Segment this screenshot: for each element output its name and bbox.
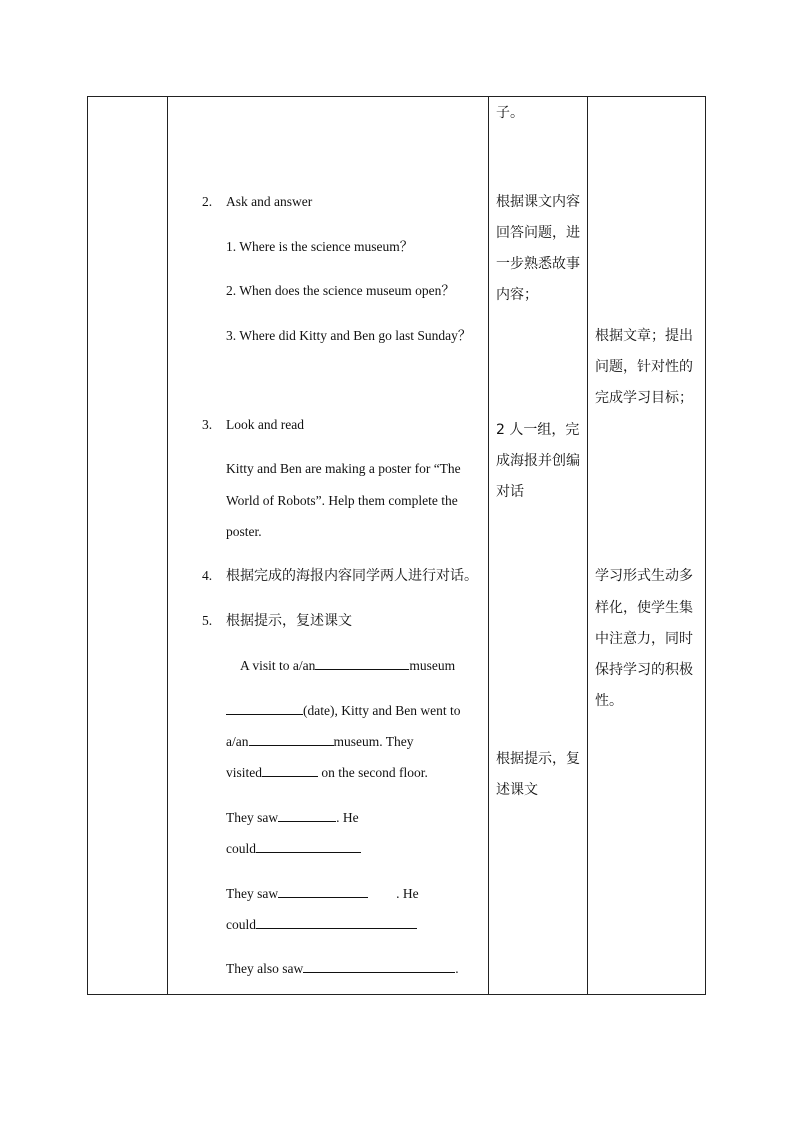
step-5-title: 根据提示，复述课文 — [226, 613, 352, 629]
column-divider-1 — [167, 97, 168, 994]
retell-text: They also saw — [226, 961, 304, 976]
col4-form-note-line: 中注意力，同时 — [595, 631, 693, 647]
col3-top-fragment: 子。 — [496, 105, 524, 121]
retell-text: . He — [336, 810, 359, 825]
fill-blank[interactable] — [226, 702, 303, 715]
step-3-text-line: poster. — [226, 524, 262, 539]
step-4-number: 4. — [202, 568, 213, 583]
col3-ask-note-line: 回答问题，进 — [496, 225, 580, 241]
fill-blank[interactable] — [315, 657, 409, 670]
col3-ask-note-line: 根据课文内容 — [496, 194, 580, 210]
col4-form-note-line: 性。 — [595, 693, 623, 709]
retell-text: . He — [396, 886, 419, 901]
col3-pair-note-line: 对话 — [496, 484, 524, 500]
col4-form-note-line: 学习形式生动多 — [595, 568, 693, 584]
fill-blank[interactable] — [262, 764, 318, 777]
step-2-title: Ask and answer — [226, 194, 313, 209]
col3-retell-note-line: 根据提示，复 — [496, 751, 580, 767]
col4-form-note-line: 样化，使学生集 — [595, 600, 693, 616]
retell-line-1 — [240, 657, 455, 674]
question-1: 1. Where is the science museum？ — [226, 239, 414, 254]
retell-text: a/an — [226, 734, 249, 749]
retell-line-5 — [226, 809, 359, 826]
lesson-table — [87, 96, 706, 995]
col4-goal-note-line: 问题，针对性的 — [595, 359, 693, 375]
col3-pair-note-line: 2 人一组，完 — [496, 422, 580, 438]
col3-ask-note-line: 一步熟悉故事 — [496, 256, 580, 272]
fill-blank[interactable] — [256, 840, 361, 853]
step-3-text-line: Kitty and Ben are making a poster for “The — [226, 461, 461, 476]
col4-goal-note-line: 根据文章；提出 — [595, 328, 693, 344]
fill-blank[interactable] — [249, 733, 334, 746]
retell-text: They saw — [226, 886, 279, 901]
retell-text: (date), Kitty and Ben went to — [303, 703, 461, 718]
col4-goal-note-line: 完成学习目标； — [595, 390, 693, 406]
retell-line-7 — [226, 885, 419, 902]
col3-retell-note-line: 述课文 — [496, 782, 538, 798]
retell-text: . — [455, 961, 459, 976]
step-3-title: Look and read — [226, 417, 304, 432]
column-divider-2 — [488, 97, 489, 994]
step-3-number: 3. — [202, 417, 213, 432]
retell-text: on the second floor. — [318, 765, 428, 780]
col3-pair-note-line: 成海报并创编 — [496, 453, 580, 469]
question-3: 3. Where did Kitty and Ben go last Sunday？ — [226, 328, 472, 343]
step-4-title: 根据完成的海报内容同学两人进行对话。 — [226, 568, 478, 584]
retell-text: museum. They — [333, 734, 414, 749]
column-divider-3 — [587, 97, 588, 994]
fill-blank[interactable] — [278, 809, 336, 822]
retell-text: They saw — [226, 810, 279, 825]
step-5-number: 5. — [202, 613, 213, 628]
retell-text: could — [226, 841, 256, 856]
fill-blank[interactable] — [303, 960, 455, 973]
retell-line-8 — [226, 916, 417, 933]
col4-form-note-line: 保持学习的积极 — [595, 662, 693, 678]
retell-text: could — [226, 917, 256, 932]
retell-line-2 — [226, 702, 460, 719]
retell-text: visited — [226, 765, 262, 780]
retell-line-3 — [226, 733, 414, 750]
retell-line-6 — [226, 840, 361, 857]
fill-blank[interactable] — [256, 916, 417, 929]
retell-text: A visit to a/an — [240, 658, 316, 673]
retell-line-9 — [226, 960, 459, 977]
col3-ask-note-line: 内容； — [496, 287, 538, 303]
fill-blank[interactable] — [278, 885, 368, 898]
question-2: 2. When does the science museum open？ — [226, 283, 455, 298]
step-2-number: 2. — [202, 194, 213, 209]
retell-text: museum — [409, 658, 456, 673]
retell-line-4 — [226, 764, 428, 781]
step-3-text-line: World of Robots”. Help them complete the — [226, 493, 458, 508]
